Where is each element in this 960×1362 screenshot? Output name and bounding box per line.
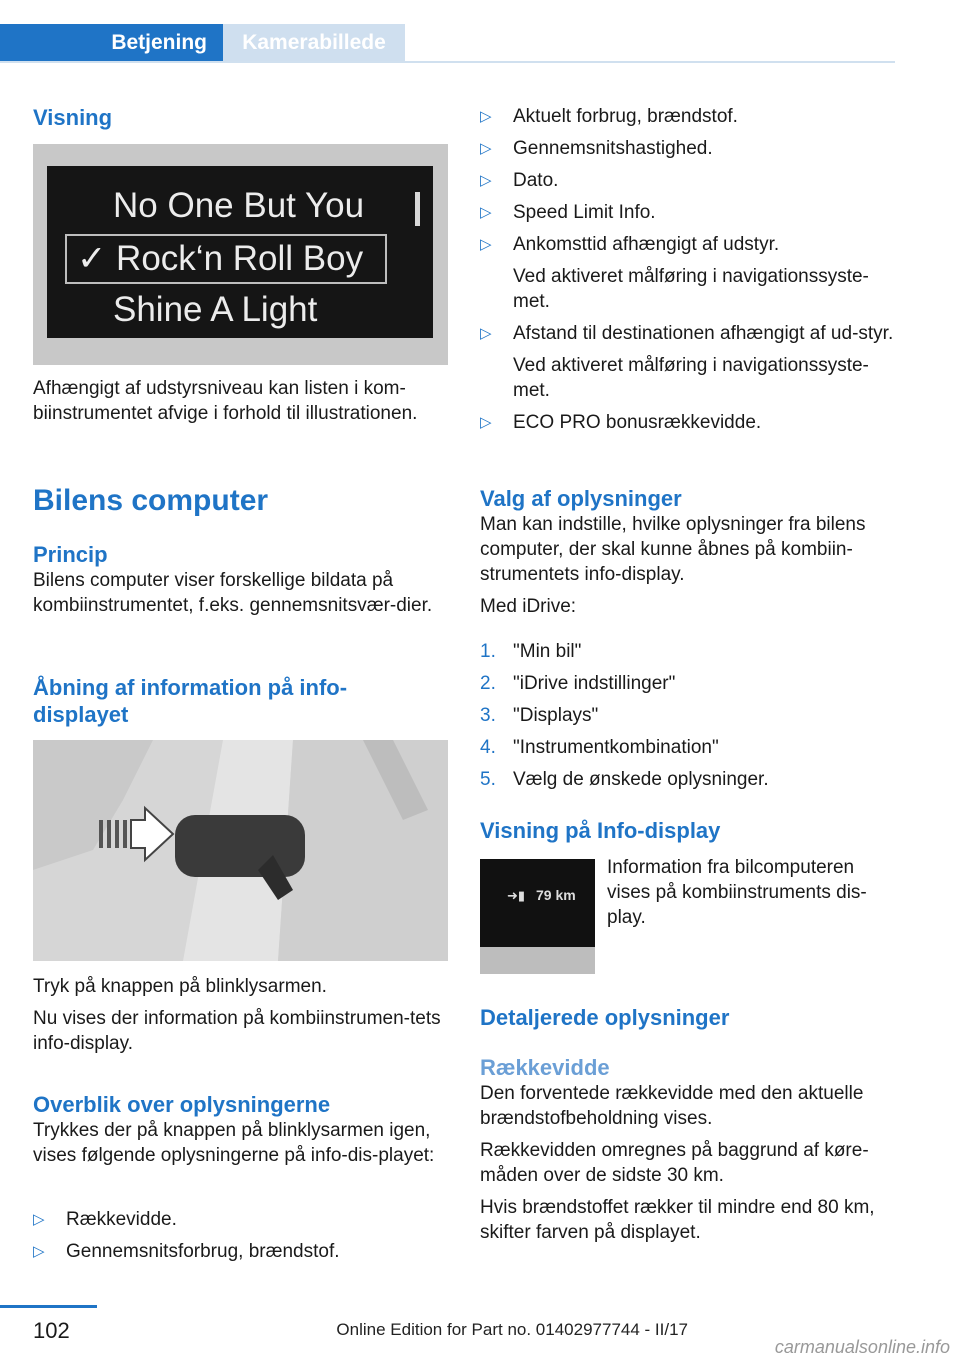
list-item: 2. "iDrive indstillinger" — [480, 673, 676, 694]
menu-item-3: Shine A Light — [113, 290, 318, 329]
triangle-bullet-icon: ▷ — [480, 236, 492, 253]
chapter-tabs — [0, 24, 895, 63]
list-item: ▷ Ankomsttid afhængigt af udstyr. Ved aktiveret målføring i navigationssyste-met. — [480, 234, 869, 312]
triangle-bullet-icon: ▷ — [480, 140, 492, 157]
triangle-bullet-icon: ▷ — [480, 108, 492, 125]
visning-heading: Visning — [33, 105, 113, 130]
detaljerede-heading: Detaljerede oplysninger — [480, 1005, 730, 1030]
visning-text: Afhængigt af udstyrsniveau kan listen i kom-biinstrumentet afvige i forhold til illustrationen. — [33, 378, 418, 424]
tryk-text: Tryk på knappen på blinklysarmen. — [33, 976, 327, 997]
triangle-bullet-icon: ▷ — [480, 414, 492, 431]
nu-text: Nu vises der information på kombiinstrumen-tets info-display. — [33, 1008, 441, 1054]
scrollbar-indicator — [415, 192, 420, 226]
princip-heading: Princip — [33, 542, 108, 567]
right-list — [480, 104, 895, 435]
info-display-illustration — [480, 859, 595, 974]
menu-item-2: ✓ Rock‘n Roll Boy — [77, 239, 364, 278]
list-item: 5. Vælg de ønskede oplysninger. — [480, 769, 769, 790]
raekkevidde-heading: Rækkevidde — [480, 1055, 610, 1080]
list-item: 4. "Instrumentkombination" — [480, 737, 719, 758]
left-list — [33, 1207, 448, 1264]
triangle-bullet-icon: ▷ — [33, 1211, 45, 1228]
list-item: 1. "Min bil" — [480, 641, 582, 662]
list-item: ▷ Aktuelt forbrug, brændstof. — [480, 106, 738, 127]
list-item: ▷ Afstand til destinationen afhængigt af ud-styr. Ved aktiveret målføring i navigationssyste-met. — [480, 323, 894, 401]
list-item: ▷ Speed Limit Info. — [480, 202, 656, 223]
valg-text: Man kan indstille, hvilke oplysninger fra bilens computer, der skal kunne åbnes på kombiin-strumentets info-display. — [480, 514, 866, 585]
stalk-illustration — [33, 740, 448, 961]
list-item: ▷ ECO PRO bonusrækkevidde. — [480, 412, 762, 433]
raekkevidde-text-3: Hvis brændstoffet rækker til mindre end 80 km, skifter farven på displayet. — [480, 1197, 875, 1243]
range-arrow-fuel-icon: ➜▮ — [507, 888, 526, 903]
footer-rule — [0, 1305, 97, 1308]
triangle-bullet-icon: ▷ — [33, 1243, 45, 1260]
list-item: ▷ Gennemsnitshastighed. — [480, 138, 713, 159]
triangle-bullet-icon: ▷ — [480, 204, 492, 221]
raekkevidde-text-2: Rækkevidden omregnes på baggrund af køre-måden over de sidste 30 km. — [480, 1140, 869, 1186]
overblik-text: Trykkes der på knappen på blinklysarmen igen, vises følgende oplysningerne på info-dis-playet: — [33, 1120, 435, 1166]
idrive-text: Med iDrive: — [480, 596, 577, 617]
menu-item-1: No One But You — [113, 186, 365, 225]
abning-heading: Åbning af information på info-displayet — [33, 675, 348, 727]
list-item: ▷ Rækkevidde. — [33, 1209, 177, 1230]
range-value: 79 km — [536, 887, 576, 903]
page-number: 102 — [33, 1318, 70, 1343]
princip-text: Bilens computer viser forskellige bildata på kombiinstrumentet, f.eks. gennemsnitsvær-dier. — [33, 570, 433, 616]
list-item: ▷ Gennemsnitsforbrug, brændstof. — [33, 1241, 340, 1262]
list-item: 3. "Displays" — [480, 705, 599, 726]
menu-illustration — [33, 144, 448, 365]
tab-betjening[interactable]: Betjening — [0, 24, 223, 61]
tab-kamerabillede[interactable]: Kamerabillede — [223, 24, 405, 61]
overblik-heading: Overblik over oplysningerne — [33, 1092, 331, 1117]
steps-list — [480, 639, 895, 792]
visning-info-heading: Visning på Info-display — [480, 818, 721, 843]
bilens-computer-heading: Bilens computer — [33, 484, 269, 517]
raekkevidde-text-1: Den forventede rækkevidde med den aktuelle brændstofbeholdning vises. — [480, 1083, 864, 1129]
edition-text: Online Edition for Part no. 01402977744 - II/17 — [336, 1320, 688, 1339]
visning-info-text: Information fra bilcomputeren vises på kombiinstruments dis-play. — [607, 857, 867, 928]
watermark: carmanualsonline.info — [774, 1337, 950, 1357]
triangle-bullet-icon: ▷ — [480, 325, 492, 342]
list-item: ▷ Dato. — [480, 170, 559, 191]
triangle-bullet-icon: ▷ — [480, 172, 492, 189]
valg-heading: Valg af oplysninger — [480, 486, 682, 511]
